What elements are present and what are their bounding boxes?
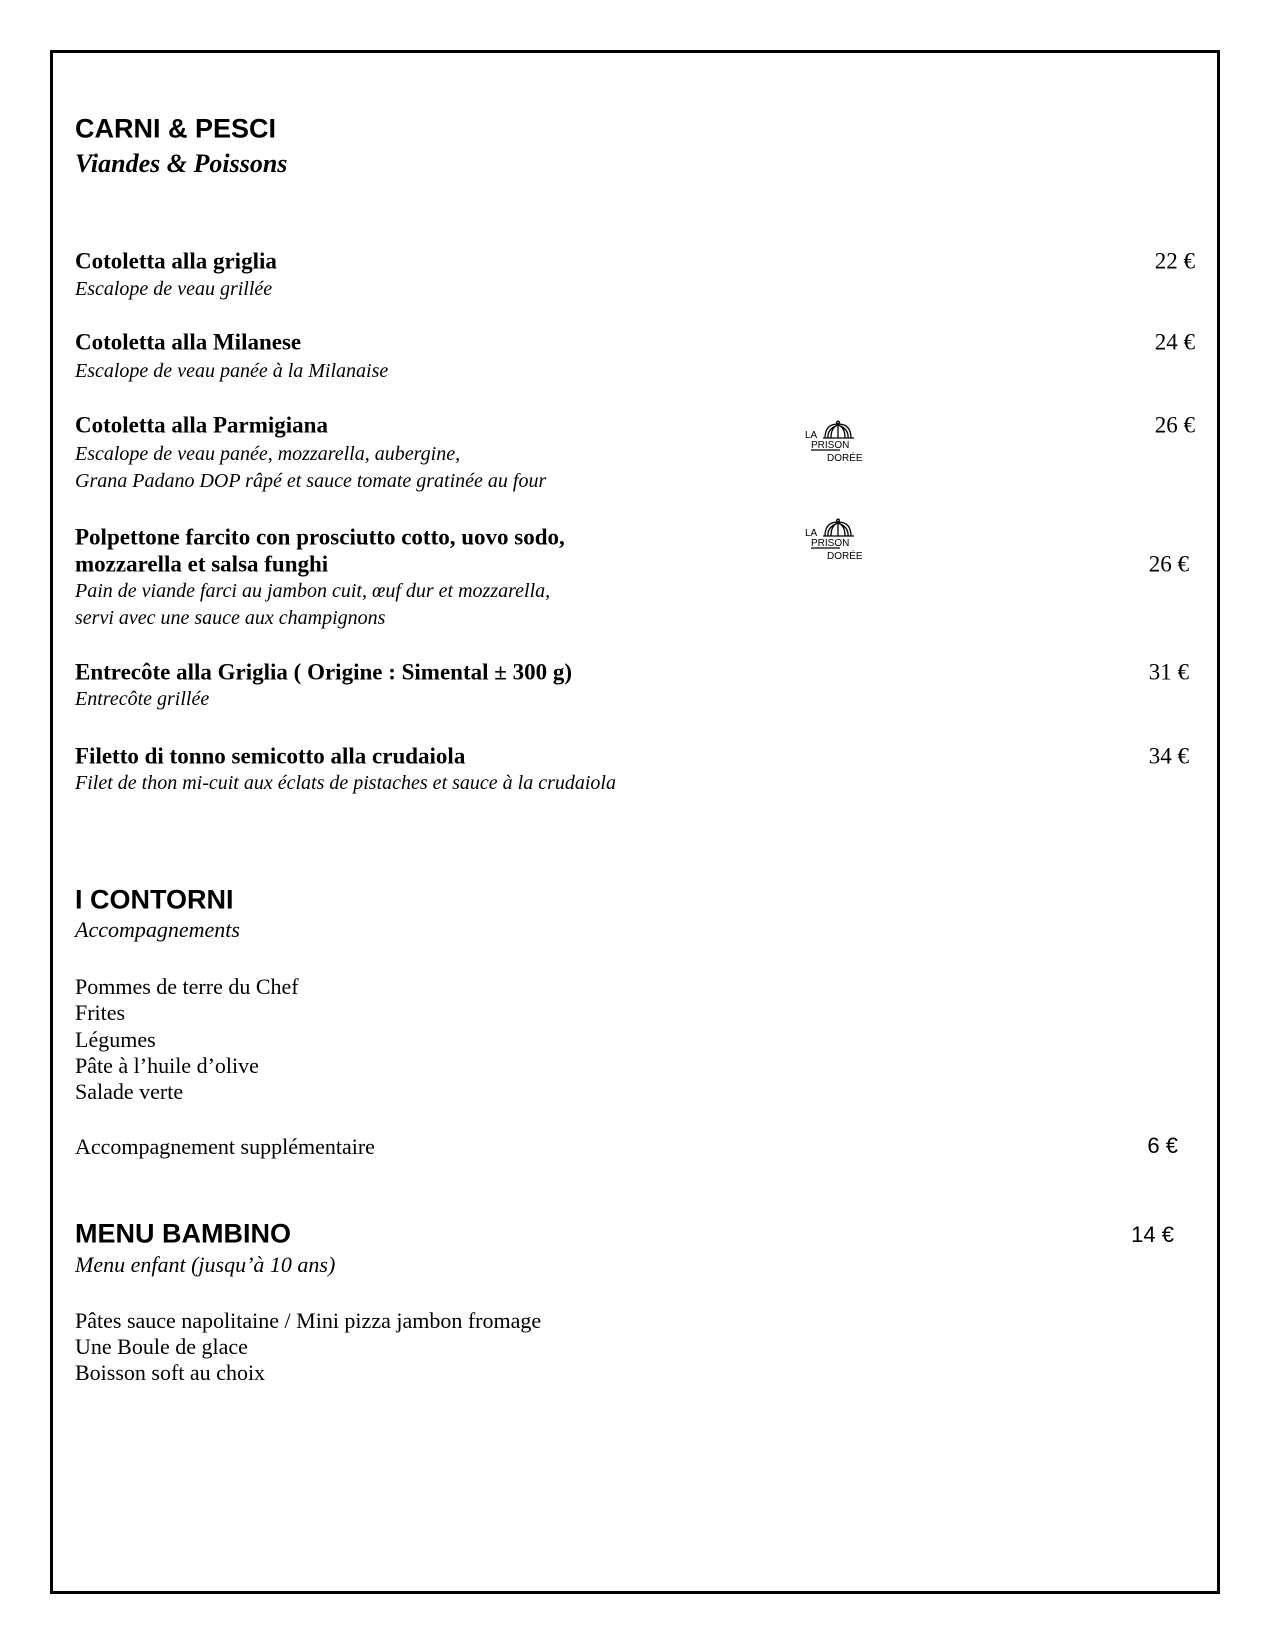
section-subtitle-carni: Viandes & Poissons xyxy=(75,149,288,178)
menu-item-price: 26 € xyxy=(1154,412,1195,438)
list-item: Légumes xyxy=(75,1027,156,1052)
menu-item-name: Polpettone farcito con prosciutto cotto, uovo sodo, xyxy=(75,524,565,550)
menu-item-desc: Escalope de veau panée, mozzarella, aubergine, xyxy=(75,443,461,465)
menu-item-desc: Escalope de veau panée à la Milanaise xyxy=(75,360,389,382)
bambino-price: 14 € xyxy=(1131,1222,1174,1247)
menu-item-desc: Escalope de veau grillée xyxy=(75,278,273,300)
svg-text:PRISON: PRISON xyxy=(811,538,850,549)
menu-item-price: 24 € xyxy=(1154,329,1195,355)
list-item: Pâtes sauce napolitaine / Mini pizza jambon fromage xyxy=(75,1308,542,1333)
menu-item-name: Cotoletta alla Milanese xyxy=(75,329,302,355)
svg-text:DORÉE: DORÉE xyxy=(827,551,863,562)
menu-item-name: Filetto di tonno semicotto alla crudaiola xyxy=(75,743,466,769)
list-item: Boisson soft au choix xyxy=(75,1360,266,1385)
list-item: Salade verte xyxy=(75,1079,184,1104)
menu-item-desc: Grana Padano DOP râpé et sauce tomate gratinée au four xyxy=(75,470,547,492)
menu-item-desc: servi avec une sauce aux champignons xyxy=(75,607,386,629)
la-prison-doree-logo xyxy=(805,518,865,566)
extra-side-label: Accompagnement supplémentaire xyxy=(75,1134,375,1159)
menu-item-name: Cotoletta alla Parmigiana xyxy=(75,412,328,438)
svg-text:LA: LA xyxy=(805,430,818,441)
extra-side-price: 6 € xyxy=(1147,1133,1178,1158)
menu-item-name: mozzarella et salsa funghi xyxy=(75,551,329,577)
section-title-carni: CARNI & PESCI xyxy=(75,113,277,144)
svg-text:DORÉE: DORÉE xyxy=(827,453,863,464)
menu-item-name: Entrecôte alla Griglia ( Origine : Simental ± 300 g) xyxy=(75,659,573,685)
menu-item-price: 22 € xyxy=(1154,248,1195,274)
menu-item-name: Cotoletta alla griglia xyxy=(75,248,277,274)
svg-text:LA: LA xyxy=(805,528,818,539)
svg-text:PRISON: PRISON xyxy=(811,440,850,451)
menu-item-price: 26 € xyxy=(1148,551,1189,577)
section-subtitle-contorni: Accompagnements xyxy=(75,917,240,942)
la-prison-doree-logo xyxy=(805,420,865,468)
list-item: Frites xyxy=(75,1000,126,1025)
list-item: Une Boule de glace xyxy=(75,1334,248,1359)
list-item: Pommes de terre du Chef xyxy=(75,974,299,999)
section-title-bambino: MENU BAMBINO xyxy=(75,1218,291,1249)
list-item: Pâte à l’huile d’olive xyxy=(75,1053,259,1078)
section-title-contorni: I CONTORNI xyxy=(75,884,234,915)
menu-item-price: 31 € xyxy=(1148,659,1189,685)
menu-item-desc: Pain de viande farci au jambon cuit, œuf dur et mozzarella, xyxy=(75,580,551,602)
section-subtitle-bambino: Menu enfant (jusqu’à 10 ans) xyxy=(75,1252,336,1277)
menu-item-price: 34 € xyxy=(1148,743,1189,769)
menu-item-desc: Entrecôte grillée xyxy=(75,688,210,710)
menu-item-desc: Filet de thon mi-cuit aux éclats de pistaches et sauce à la crudaiola xyxy=(75,772,616,794)
